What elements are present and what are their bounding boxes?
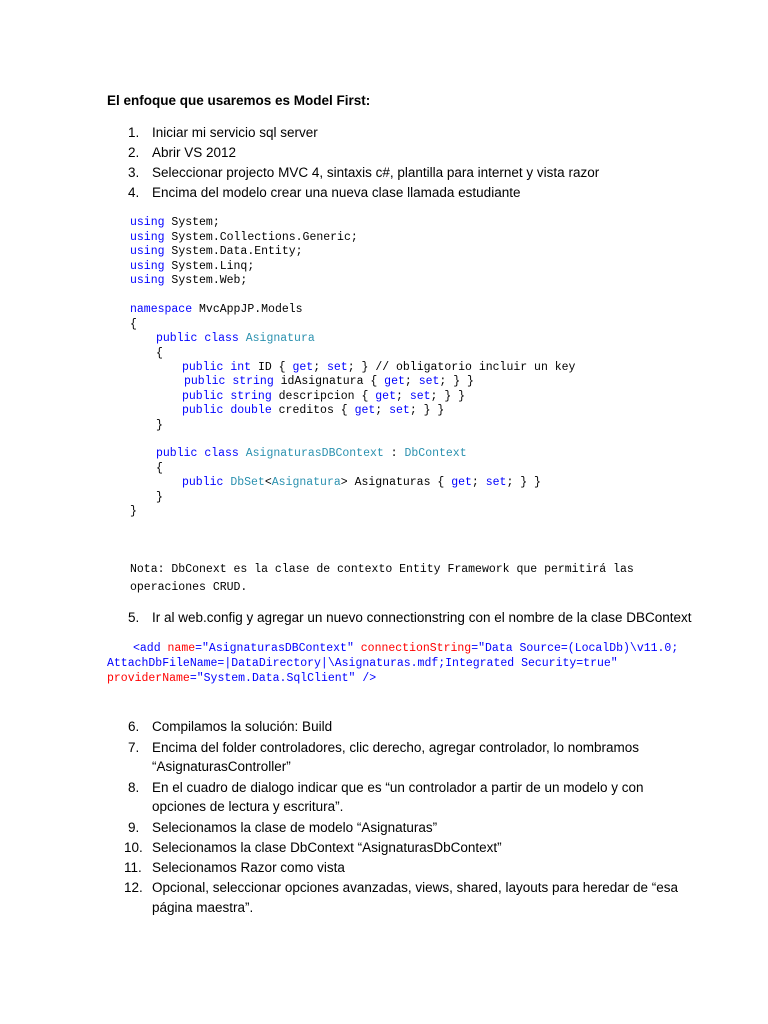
step-text: Ir al web.config y agregar un nuevo connectionstring con el nombre de la clase DBContext [152,610,692,625]
step-text: Opcional, seleccionar opciones avanzadas, views, shared, layouts para heredar de “esa [152,880,679,895]
step-text: Encima del modelo crear una nueva clase llamada estudiante [152,185,521,200]
code-line: using System.Web; [130,274,248,287]
step-number: 11. [124,860,142,875]
step-text: Compilamos la solución: Build [152,719,333,734]
code-line: public double creditos { get; set; } } [182,404,445,417]
step-text: Selecionamos la clase de modelo “Asignaturas” [152,820,438,835]
xml-line: providerName="System.Data.SqlClient" /> [107,672,377,685]
step-text: Seleccionar projecto MVC 4, sintaxis c#, plantilla para internet y vista razor [152,165,600,180]
step-number: 5. [128,610,140,625]
step-text: Iniciar mi servicio sql server [152,125,318,140]
code-line: public string idAsignatura { get; set; } } [184,375,474,388]
code-line: { [156,462,163,475]
step-text: Selecionamos la clase DbContext “AsignaturasDbContext” [152,840,502,855]
code-line: } [156,491,163,504]
code-line: namespace MvcAppJP.Models [130,303,303,316]
code-line: public int ID { get; set; } // obligatorio incluir un key [182,361,576,374]
code-line: public class Asignatura [156,332,315,345]
step-text: Selecionamos Razor como vista [152,860,345,875]
step-number: 7. [128,740,140,755]
code-line: { [130,318,137,331]
step-number: 10. [124,840,143,855]
xml-line: AttachDbFileName=|DataDirectory|\Asignaturas.mdf;Integrated Security=true" [107,657,618,670]
step-text: En el cuadro de dialogo indicar que es “un controlador a partir de un modelo y con [152,780,644,795]
step-number: 3. [128,165,140,180]
code-line: using System.Linq; [130,260,255,273]
step-number: 1. [128,125,140,140]
step-text: Encima del folder controladores, clic derecho, agregar controlador, lo nombramos [152,740,640,755]
step-text: Abrir VS 2012 [152,145,237,160]
code-line: { [156,347,163,360]
code-line: using System; [130,216,220,229]
step-text-continued: “AsignaturasController” [152,759,291,774]
code-line: public DbSet<Asignatura> Asignaturas { get; set; } } [182,476,541,489]
code-line: public class AsignaturasDBContext : DbContext [156,447,467,460]
step-text-continued: opciones de lectura y escritura”. [152,799,344,814]
step-number: 4. [128,185,140,200]
note-text: operaciones CRUD. [130,581,248,594]
step-number: 2. [128,145,140,160]
code-line: using System.Collections.Generic; [130,231,358,244]
step-text-continued: página maestra”. [152,900,254,915]
xml-line: <add name="AsignaturasDBContext" connectionString="Data Source=(LocalDb)\v11.0; [133,642,679,655]
step-number: 9. [128,820,140,835]
note-text: Nota: DbConext es la clase de contexto Entity Framework que permitirá las [130,563,634,576]
step-number: 8. [128,780,140,795]
page-heading: El enfoque que usaremos es Model First: [107,93,371,108]
code-line: } [156,419,163,432]
step-number: 6. [128,719,140,734]
step-number: 12. [124,880,143,895]
code-line: public string descripcion { get; set; } } [182,390,466,403]
code-line: using System.Data.Entity; [130,245,303,258]
code-line: } [130,505,137,518]
